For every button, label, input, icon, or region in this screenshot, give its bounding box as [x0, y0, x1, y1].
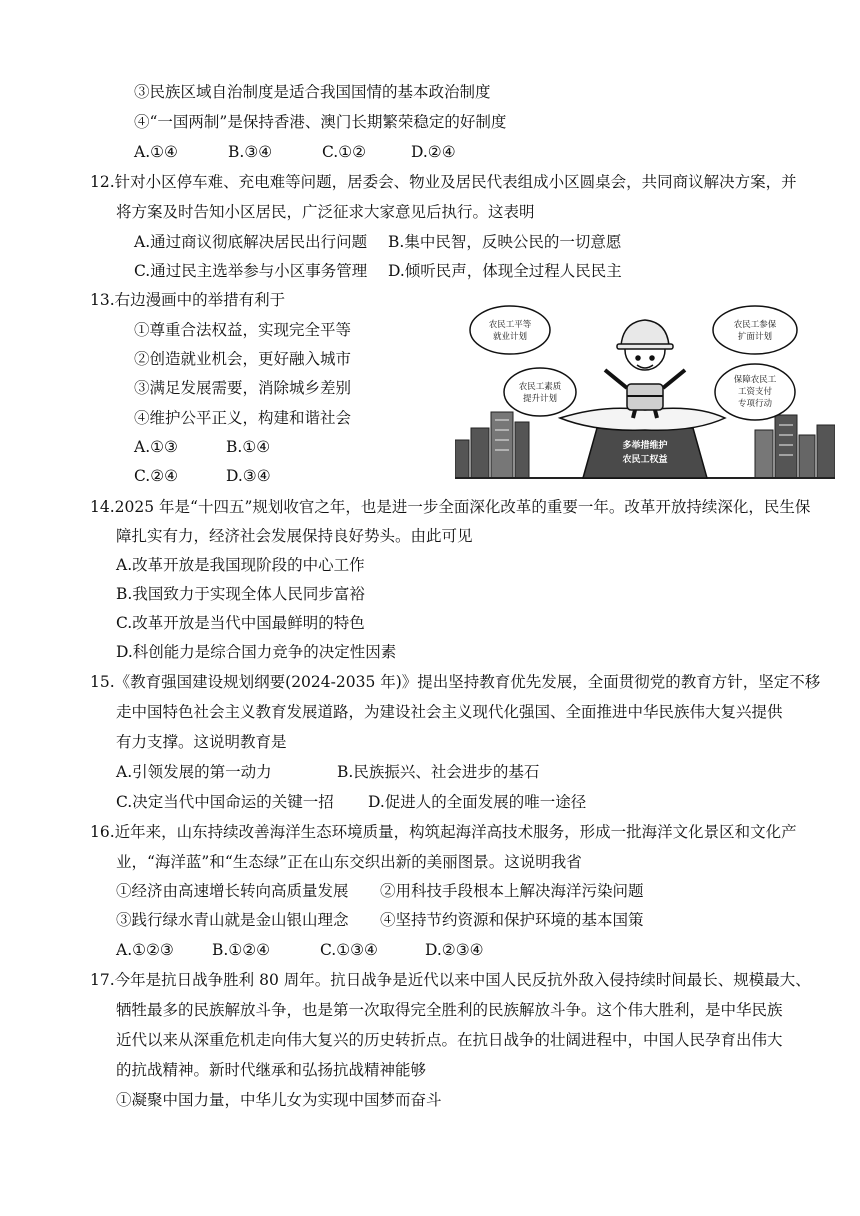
- q16-option-4: ④坚持节约资源和保护环境的基本国策: [380, 911, 644, 929]
- bubble-equal-employment: [470, 306, 550, 354]
- q15-choice-c: C.决定当代中国命运的关键一招: [116, 793, 334, 811]
- q12-stem-line-1: 12.针对小区停车难、充电难等问题，居委会、物业及居民代表组成小区圆桌会，共同商议解决方案，并: [90, 173, 797, 191]
- q13-choice-a: A.①③: [134, 438, 178, 456]
- policy-cartoon: [455, 300, 835, 480]
- choice-b: B.③④: [228, 143, 273, 161]
- q16-option-1: ①经济由高速增长转向高质量发展: [116, 882, 349, 900]
- bubble1-line2: 就业计划: [492, 332, 528, 342]
- bubble4-line2: 工资支付: [737, 387, 773, 397]
- q16-option-3: ③践行绿水青山就是金山银山理念: [116, 911, 349, 929]
- bubble2-line1: 农民工参保: [733, 320, 777, 330]
- q16-choice-a: A.①②③: [116, 941, 174, 959]
- q15-stem-line-3: 有力支撑。这说明教育是: [116, 733, 287, 751]
- q14-choice-c: C.改革开放是当代中国最鲜明的特色: [116, 614, 365, 632]
- supporting-hand: [560, 408, 725, 430]
- q12-stem-line-2: 将方案及时告知小区居民，广泛征求大家意见后执行。这表明: [116, 203, 535, 221]
- bubble-quality-improvement: [504, 368, 576, 416]
- q12-choice-d: D.倾听民声，体现全过程人民民主: [388, 262, 622, 280]
- q16-option-2: ②用科技手段根本上解决海洋污染问题: [380, 882, 644, 900]
- choice-a: A.①④: [134, 143, 178, 161]
- q17-stem-line-1: 17.今年是抗日战争胜利 80 周年。抗日战争是近代以来中国人民反抗外敌入侵持续时间最长、规模最大、: [90, 971, 811, 989]
- q17-stem-line-2: 牺牲最多的民族解放斗争，也是第一次取得完全胜利的民族解放斗争。这个伟大胜利，是中华民族: [116, 1001, 783, 1019]
- choice-d: D.②④: [411, 143, 456, 161]
- q13-option-4: ④维护公平正义，构建和谐社会: [134, 409, 352, 427]
- q13-option-1: ①尊重合法权益，实现完全平等: [134, 321, 352, 339]
- q15-choice-a: A.引领发展的第一动力: [116, 763, 272, 781]
- q13-option-2: ②创造就业机会，更好融入城市: [134, 350, 352, 368]
- bubble1-line1: 农民工平等: [488, 320, 532, 330]
- q13-choice-b: B.①④: [226, 438, 271, 456]
- bubble3-line1: 农民工素质: [518, 382, 562, 392]
- bubble-insurance-expansion: [713, 306, 797, 354]
- q15-stem-line-2: 走中国特色社会主义教育发展道路，为建设社会主义现代化强国、全面推进中华民族伟大复兴提供: [116, 703, 783, 721]
- q16-choice-b: B.①②④: [212, 941, 271, 959]
- q14-choice-a: A.改革开放是我国现阶段的中心工作: [116, 556, 365, 574]
- q15-choice-d: D.促进人的全面发展的唯一途径: [368, 793, 587, 811]
- option-3: ③民族区域自治制度是适合我国国情的基本政治制度: [134, 83, 491, 101]
- q13-stem: 13.右边漫画中的举措有利于: [90, 291, 286, 309]
- bubble3-line2: 提升计划: [522, 394, 558, 404]
- q14-choice-d: D.科创能力是综合国力竞争的决定性因素: [116, 643, 397, 661]
- q15-stem-line-1: 15.《教育强国建设规划纲要(2024-2035 年)》提出坚持教育优先发展，全面贯彻党的教育方针，坚定不移: [90, 673, 821, 691]
- q12-choice-b: B.集中民智，反映公民的一切意愿: [388, 233, 622, 251]
- q14-stem-line-1: 14.2025 年是“十四五”规划收官之年，也是进一步全面深化改革的重要一年。改革开放持续深化，民生保: [90, 498, 811, 516]
- q17-stem-line-3: 近代以来从深重危机走向伟大复兴的历史转折点。在抗日战争的壮阔进程中，中国人民孕育出伟大: [116, 1031, 783, 1049]
- q14-stem-line-2: 障扎实有力，经济社会发展保持良好势头。由此可见: [116, 527, 473, 545]
- bubble2-line2: 扩面计划: [737, 332, 773, 342]
- bubble4-line3: 专项行动: [737, 399, 773, 409]
- option-4: ④“一国两制”是保持香港、澳门长期繁荣稳定的好制度: [134, 113, 507, 131]
- q16-stem-line-1: 16.近年来，山东持续改善海洋生态环境质量，构筑起海洋高技术服务，形成一批海洋文化景区和文化产: [90, 823, 797, 841]
- pedestal-line1: 多举措维护: [622, 441, 668, 451]
- choice-c: C.①②: [322, 143, 367, 161]
- pedestal: [583, 428, 707, 478]
- q16-stem-line-2: 业，“海洋蓝”和“生态绿”正在山东交织出新的美丽图景。这说明我省: [116, 853, 582, 871]
- bubble4-line1: 保障农民工: [733, 375, 777, 385]
- worker-figure: [605, 320, 685, 418]
- q16-choice-c: C.①③④: [320, 941, 378, 959]
- q17-stem-line-4: 的抗战精神。新时代继承和弘扬抗战精神能够: [116, 1061, 427, 1079]
- q13-choice-d: D.③④: [226, 467, 271, 485]
- q12-choice-c: C.通过民主选举参与小区事务管理: [134, 262, 368, 280]
- q12-choice-a: A.通过商议彻底解决居民出行问题: [134, 233, 368, 251]
- q14-choice-b: B.我国致力于实现全体人民同步富裕: [116, 585, 365, 603]
- q17-option-1: ①凝聚中国力量，中华儿女为实现中国梦而奋斗: [116, 1091, 442, 1109]
- pedestal-line2: 农民工权益: [622, 455, 668, 465]
- q13-choice-c: C.②④: [134, 467, 179, 485]
- q15-choice-b: B.民族振兴、社会进步的基石: [337, 763, 540, 781]
- q16-choice-d: D.②③④: [425, 941, 484, 959]
- q13-option-3: ③满足发展需要，消除城乡差别: [134, 379, 352, 397]
